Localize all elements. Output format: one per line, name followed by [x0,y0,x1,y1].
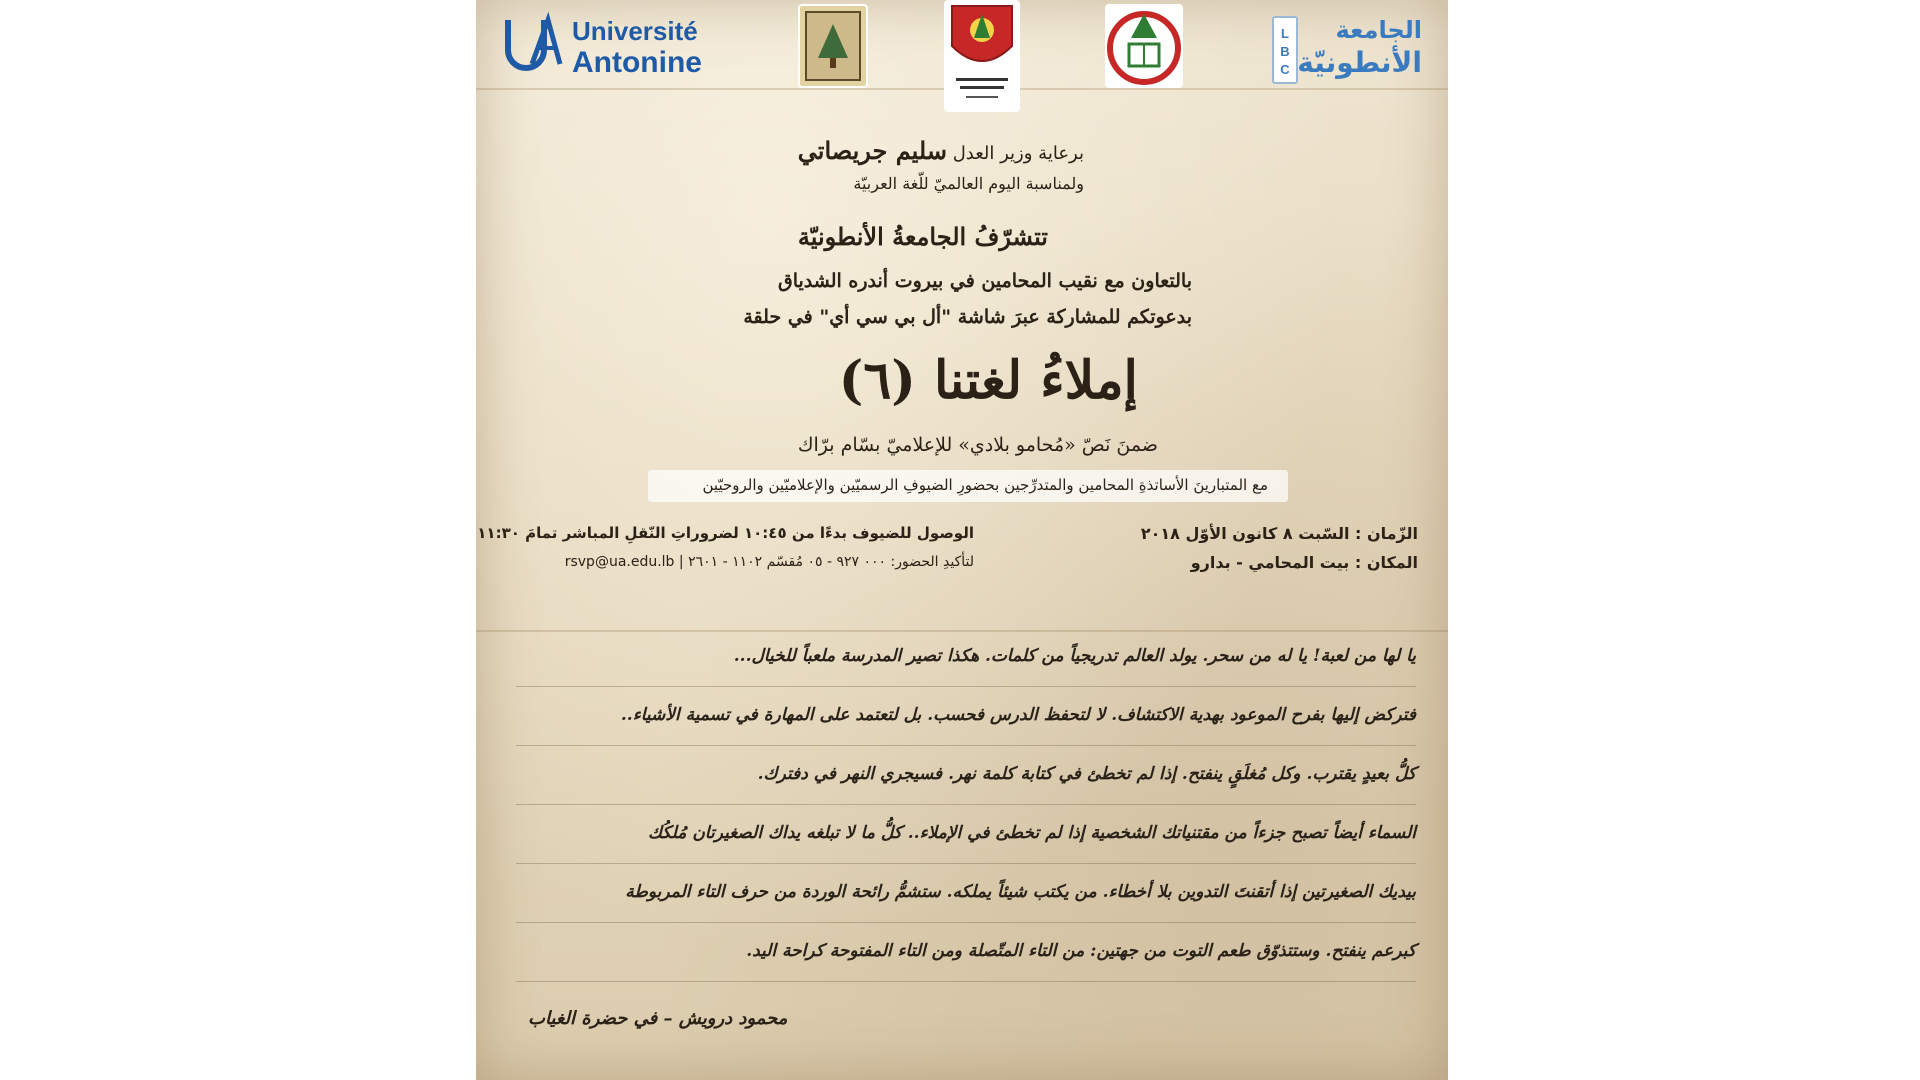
invitation-line: بدعوتكم للمشاركة عبرَ شاشة "أل بي سي أي" في حلقة [743,306,1192,328]
lbc-letter-c: C [1280,62,1290,77]
rsvp-contact: لتأكيدِ الحضور: ٠٠٠ ٩٢٧ - ٠٥ مُقسّم ١١٠٢ - ٢٦٠١ | rsvp@ua.edu.lb [564,554,974,570]
cedar-tree-icon [800,6,866,86]
poem-line-text: يا لها من لعبة! يا له من سحر. يولد العالم تدريجياً من كلمات. هكذا تصير المدرسة ملعباً للخيال... [733,646,1416,666]
lbc-arabic-line2: الأنطونيّة [1297,46,1422,79]
justice-emblem-icon [944,0,1020,112]
ua-name-line1: Université [572,16,698,46]
lbc-vertical-mark [1272,16,1298,84]
poem-line [516,638,1416,697]
ua-name-line2: Antonine [572,46,702,79]
lbc-arabic-line1: الجامعة [1335,16,1422,44]
beirut-bar-association-logo [1105,4,1183,88]
host-line: تتشرّفُ الجامعةُ الأنطونيّة [797,222,1048,251]
event-time: الزّمان : السّبت ٨ كانون الأوّل ٢٠١٨ [1140,524,1418,543]
poem-line-text: كبرعم ينفتح. وستتذوّق طعم التوت من جهتين: من التاء المتّصلة ومن التاء المفتوحة كراحة اليد. [746,941,1416,961]
poem-line [516,933,1416,992]
poem-line [516,756,1416,815]
poem-line-text: بيديك الصغيرتين إذا أتقنتَ التدوين بلا أخطاء. من يكتب شيئاً يملكه. ستشمُّ رائحة الوردة من حرف التاء المربوطة [625,882,1416,902]
arrival-rsvp-details [477,524,974,570]
bar-association-emblem-icon [1105,4,1183,88]
event-details [1078,524,1418,582]
patronage-line [798,136,1084,165]
poem-line-text: السماء أيضاً تصبح جزءاً من مقتنياتك الشخصية إذا لم تخطئ في الإملاء.. كلُّ ما لا تبلغه يداك الصغيرتان مُلكُك [647,823,1416,843]
poem-line [516,697,1416,756]
minister-name: سليم جريصاتي [797,136,947,165]
lbc-letter-b: B [1280,44,1290,59]
logo-bar [476,0,1448,120]
poem-line [516,815,1416,874]
poem-excerpt [516,638,1416,992]
poem-line-text: فتركض إليها بفرح الموعود بهدية الاكتشاف. لا لتحفظ الدرس فحسب. بل لتعتمد على المهارة في تسمية الأشياء.. [620,705,1416,725]
invitation-poster [476,0,1448,1080]
dictation-text-line: ضمنَ نَصّ «مُحامو بلادي» للإعلاميّ بسّام برّاك [797,434,1158,456]
poem-author: محمود درويش – في حضرة الغياب [528,1008,788,1029]
lbc-letter-l: L [1281,26,1289,41]
participants-line: مع المتبارينَ الأساتذةِ المحامين والمتدرِّجين بحضورِ الضيوفِ الرسميّين والإعلاميّين والروحيّين [702,476,1268,494]
arrival-note: الوصول للضيوف بدءًا من ١٠:٤٥ لضروراتِ النّقلِ المباشر تمامَ ١١:٣٠ [477,524,974,542]
universite-antonine-logo [502,12,712,78]
patronage-prefix: برعاية وزير العدل [952,143,1084,164]
poem-line-text: كلُّ بعيدٍ يقترب. وكل مُغلَقٍ ينفتح. إذا لم تخطئ في كتابة كلمة نهر. فسيجري النهر في دفترك. [757,764,1416,784]
ua-monogram-icon [502,12,564,74]
cedar-emblem-logo [798,4,868,88]
collaboration-line: بالتعاون مع نقيب المحامين في بيروت أندره الشدياق [777,270,1192,292]
poem-line [516,874,1416,933]
ministry-of-justice-logo [944,0,1020,112]
paper-fold [476,630,1448,632]
episode-title: إملاءُ لغتنا (٦) [838,350,1138,411]
lbc-arabic-logo [1272,16,1422,82]
event-place: المكان : بيت المحامي - بدارو [1190,553,1418,572]
occasion-line: ولمناسبة اليوم العالميّ للّغة العربيّة [853,174,1084,193]
